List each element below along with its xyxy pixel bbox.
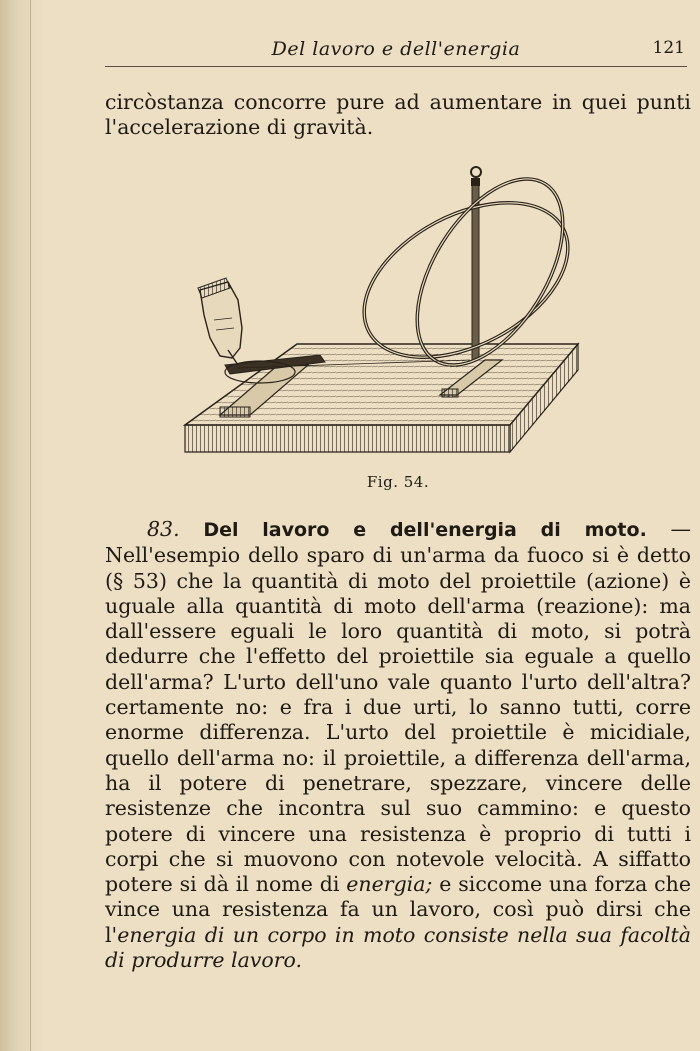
- heading-dash: —: [646, 517, 691, 541]
- section-text-part-1: Nell'esempio dello sparo di un'arma da fuoco si è detto (§ 53) che la quantità di moto del proiettile (azione) è uguale alla quantità di moto dell'arma (reazione): ma dall'essere eguali le loro quantità di moto, si potrà dedurre che l'effetto del proiettile sia eguale a quello dell'arma? L'urto dell'uno vale quanto l'urto dell'altra? certamente no: e fra i due urti, lo sanno tutti, corre enorme differenza. L'urto del proiettile è micidiale, quello dell'arma no: il proiettile, a differenza dell'arma, ha il potere di penetrare, spezzare, vincere delle resistenze che incontra sul suo cammino: e questo potere di vincere una resistenza è proprio di tutti i corpi che si muovono con notevole velocità. A siffatto potere si dà il nome di: [105, 543, 691, 897]
- energy-definition: energia di un corpo in moto consiste nella sua facoltà di produrre lavoro.: [105, 922, 691, 973]
- section-number: 83.: [147, 517, 180, 541]
- running-title: Del lavoro e dell'energia: [271, 38, 521, 60]
- page-number: 121: [652, 38, 685, 58]
- figure-caption: Fig. 54.: [366, 473, 430, 491]
- section-heading: Del lavoro e dell'energia di moto.: [203, 519, 647, 541]
- section-text-part-2: e siccome una forza che vince una resistenza fa un lavoro, così può dirsi che l': [105, 872, 691, 947]
- term-energia: energia;: [346, 872, 433, 897]
- running-head: [105, 36, 687, 67]
- page-gutter: [30, 0, 31, 1051]
- section-83-paragraph: [105, 517, 691, 973]
- paragraph-continued: circòstanza concorre pure ad aumentare in quei punti l'accelerazione di gravità.: [105, 90, 691, 140]
- figure-illustration: [180, 160, 600, 465]
- spinning-rings-apparatus-illustration: [180, 160, 600, 465]
